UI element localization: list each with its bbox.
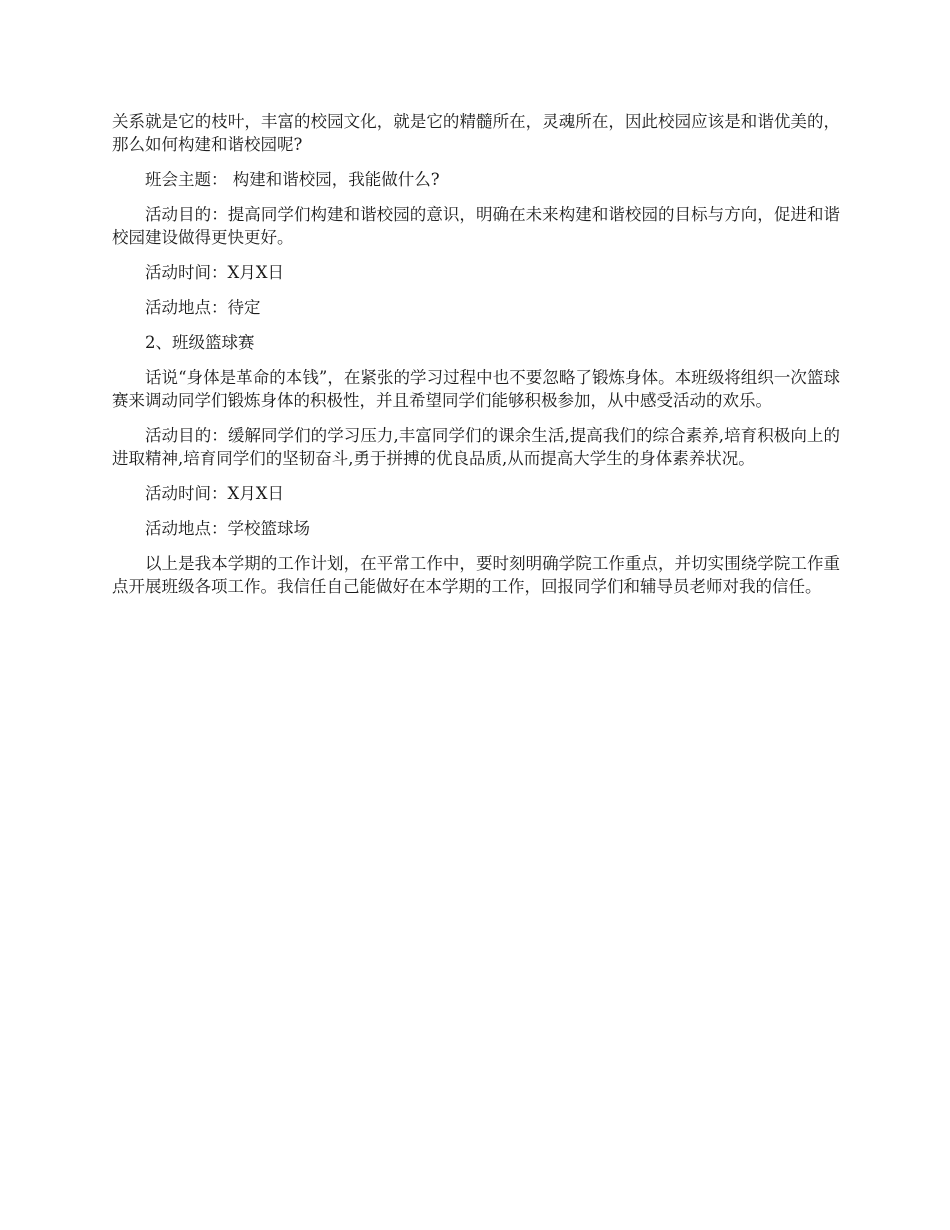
paragraph-activity-time: 活动时间：X月X日 [145,263,284,282]
paragraph-activity-purpose: 活动目的：提高同学们构建和谐校园的意识，明确在未来构建和谐校园的目标与方向，促进和谐校园建设做得更快更好。 [112,205,840,247]
paragraph-activity-location: 活动地点：待定 [145,298,261,317]
paragraph-basketball-location: 活动地点：学校篮球场 [145,519,310,538]
paragraph-meeting-theme: 班会主题： 构建和谐校园，我能做什么? [145,170,440,189]
paragraph-basketball-purpose: 活动目的：缓解同学们的学习压力,丰富同学们的课余生活,提高我们的综合素养,培育积极向上的进取精神,培育同学们的坚韧奋斗,勇于拼搏的优良品质,从而提高大学生的身体素养状况。 [112,426,840,468]
paragraph-basketball-intro: 话说“身体是革命的本钱”，在紧张的学习过程中也不要忽略了锻炼身体。本班级将组织一次篮球赛来调动同学们锻炼身体的积极性，并且希望同学们能够积极参加，从中感受活动的欢乐。 [112,368,840,410]
section-heading-basketball: 2、班级篮球赛 [145,333,255,352]
paragraph-basketball-time: 活动时间：X月X日 [145,484,284,503]
paragraph-intro-continuation: 关系就是它的枝叶，丰富的校园文化，就是它的精髓所在，灵魂所在，因此校园应该是和谐优美的，那么如何构建和谐校园呢? [112,112,840,154]
paragraph-conclusion: 以上是我本学期的工作计划，在平常工作中，要时刻明确学院工作重点，并切实围绕学院工作重点开展班级各项工作。我信任自己能做好在本学期的工作，回报同学们和辅导员老师对我的信任。 [112,554,840,596]
document-page [112,110,840,610]
